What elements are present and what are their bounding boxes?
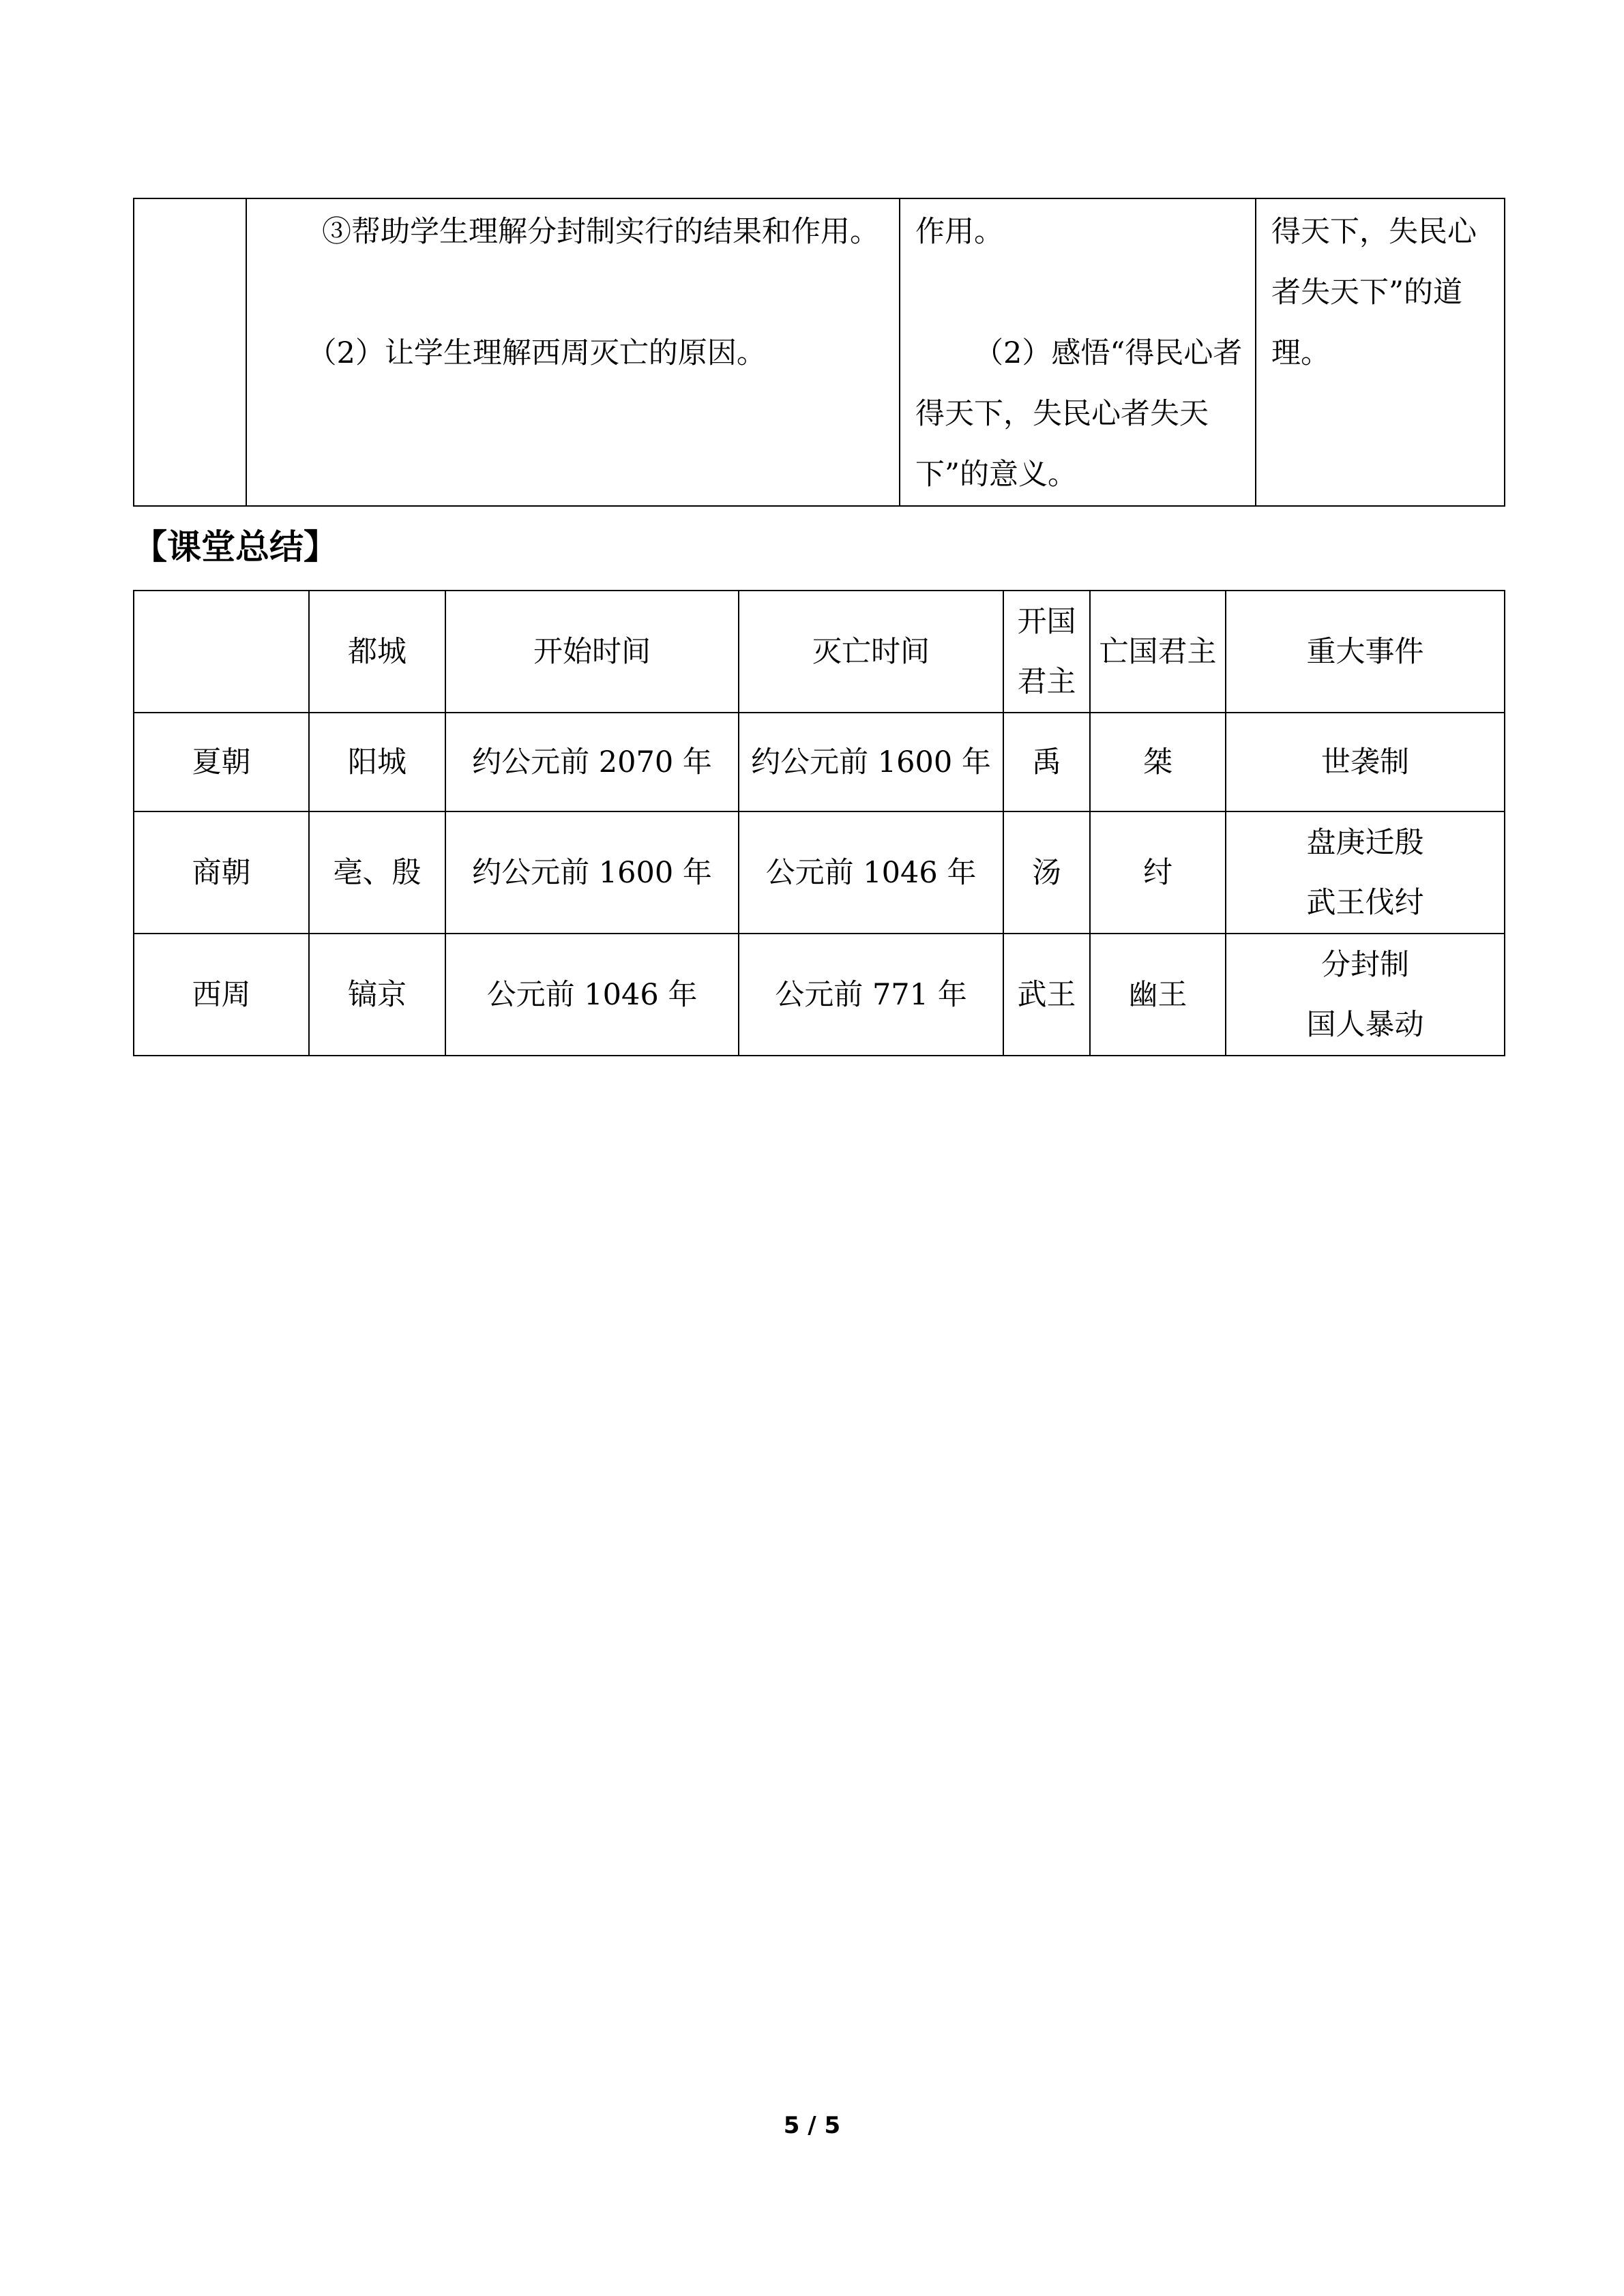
summary-table	[133, 590, 1505, 1056]
cont-cell-empty	[134, 198, 246, 506]
header-cell	[134, 591, 309, 713]
capital-cell: 阳城	[309, 713, 445, 811]
end-cell: 公元前 1046 年	[739, 811, 1003, 934]
note-line-1: 得天下，失民心者失天下”的道理。	[1271, 215, 1477, 370]
founder-cell: 武王	[1003, 934, 1090, 1056]
event-item: 盘庚迁殷	[1306, 825, 1424, 860]
last-ruler-cell: 纣	[1090, 811, 1226, 934]
events-cell	[1226, 811, 1505, 934]
cont-cell-goals	[246, 198, 900, 506]
header-cell: 都城	[309, 591, 445, 713]
events-cell	[1226, 713, 1505, 811]
table-row	[134, 934, 1505, 1056]
last-ruler-cell: 桀	[1090, 713, 1226, 811]
header-cell: 重大事件	[1226, 591, 1505, 713]
summary-header-row	[134, 591, 1505, 713]
capital-cell: 镐京	[309, 934, 445, 1056]
start-cell: 约公元前 2070 年	[445, 713, 739, 811]
dynasty-cell: 西周	[134, 934, 309, 1056]
event-item: 国人暴动	[1306, 1007, 1424, 1042]
cont-cell-note	[1256, 198, 1505, 506]
header-cell: 亡国君主	[1090, 591, 1226, 713]
founder-cell: 汤	[1003, 811, 1090, 934]
emotion-line-1: 作用。	[915, 215, 1003, 249]
event-item: 世袭制	[1321, 745, 1409, 779]
dynasty-cell: 夏朝	[134, 713, 309, 811]
events-cell	[1226, 934, 1505, 1056]
table-row	[134, 811, 1505, 934]
header-cell: 开国君主	[1003, 591, 1090, 713]
founder-cell: 禹	[1003, 713, 1090, 811]
dynasty-cell: 商朝	[134, 811, 309, 934]
event-item: 武王伐纣	[1306, 885, 1424, 920]
section-title: 【课堂总结】	[133, 527, 338, 567]
table-row	[134, 713, 1505, 811]
end-cell: 约公元前 1600 年	[739, 713, 1003, 811]
goal-line-1: ③帮助学生理解分封制实行的结果和作用。	[322, 215, 879, 249]
start-cell: 约公元前 1600 年	[445, 811, 739, 934]
event-item: 分封制	[1321, 947, 1409, 982]
page-number: 5 / 5	[783, 2112, 841, 2139]
start-cell: 公元前 1046 年	[445, 934, 739, 1056]
last-ruler-cell: 幽王	[1090, 934, 1226, 1056]
header-cell: 开始时间	[445, 591, 739, 713]
end-cell: 公元前 771 年	[739, 934, 1003, 1056]
continuation-table	[133, 198, 1505, 507]
goal-line-2: （2）让学生理解西周灭亡的原因。	[307, 336, 766, 370]
capital-cell: 亳、殷	[309, 811, 445, 934]
cont-cell-emotion	[900, 198, 1256, 506]
header-cell: 灭亡时间	[739, 591, 1003, 713]
emotion-line-2: （2）感悟“得民心者得天下，失民心者失天下”的意义。	[915, 336, 1243, 492]
